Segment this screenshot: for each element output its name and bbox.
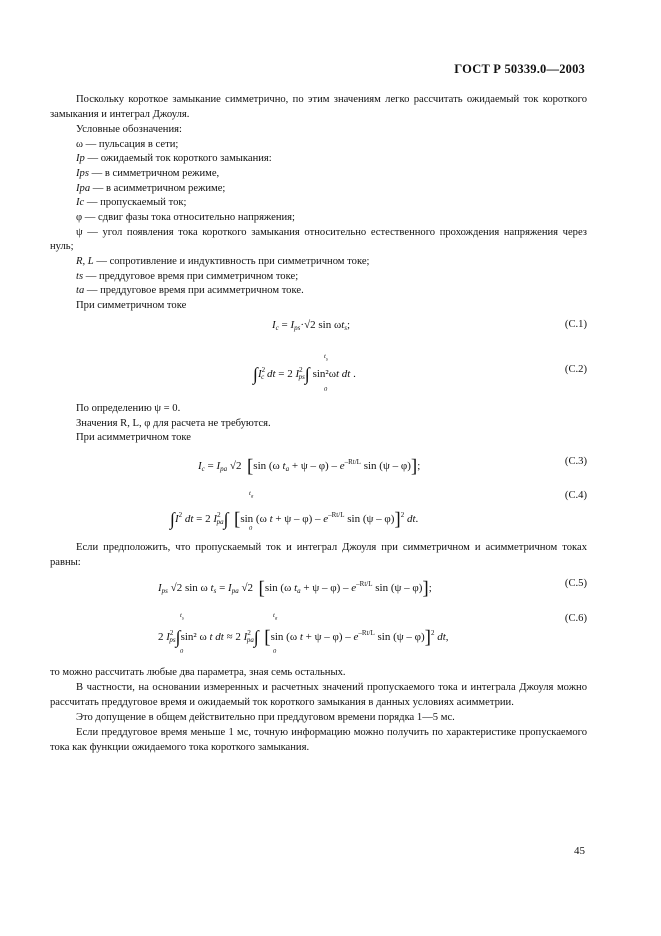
equation-c4: $\int I^2$ dt = 2 $I^2_{pa}\int$ [sin (ω $t + \psi - \varphi) - e^{-Rt/L}$ sin (ψ – φ)]$^2$ dt. [170, 509, 419, 530]
conclusion-paragraph: то можно рассчитать любые два параметра, зная семь остальных. [50, 667, 346, 678]
assume-paragraph: Если предположить, что пропускаемый ток и интеграл Джоуля при симметричном и асимметричном токах равны: [50, 542, 587, 568]
equation-c5: $I_{ps}$ √2 sin ω $t_s = I_{pa}$ √2 [sin (ω $t_a + \psi - \varphi) - e^{-Rt/L}$ sin (ψ – φ)]; [158, 578, 432, 599]
legend-item: Ip — ожидаемый ток короткого замыкания: [76, 153, 272, 165]
equation-c3: $I_c = I_{pa}$ √2 [sin (ω $t_a + \psi - \varphi) - e^{-Rt/L}$ sin (ψ – φ)]; [198, 456, 421, 477]
legend-item: ta — преддуговое время при асимметричном токе. [76, 285, 304, 297]
definition-block [50, 402, 587, 446]
document-header: ГОСТ Р 50339.0—2003 [454, 62, 585, 76]
legend-title: Условные обозначения: [76, 124, 182, 135]
equation-number: (C.1) [564, 319, 587, 330]
sym-case-label: При симметричном токе [76, 300, 187, 312]
definition-text: По определению ψ = 0. [76, 403, 181, 414]
legend-item: ω — пульсация в сети; [76, 138, 179, 150]
legend-item: Ips — в симметричном режиме, [76, 168, 220, 180]
equation-c2: $\int I^2_c$ dt = 2 $I^2_{ps}\int$ sin²ωt dt . [253, 364, 356, 384]
intro-paragraph: Поскольку короткое замыкание симметрично, по этим значениям легко рассчитать ожидаемый ток короткого замыкания и интеграл Джоуля. [50, 94, 587, 120]
equation-number: (C.6) [564, 613, 587, 624]
legend-item: ψ — угол появления тока короткого замыкания относительно естественного прохождения напряжения через нуль; [50, 226, 587, 253]
page-number: 45 [574, 845, 585, 857]
legend-item: Ipa — в асимметричном режиме; [76, 182, 226, 194]
less-than-paragraph: Если преддуговое время меньше 1 мс, точную информацию можно получить по характеристике пропускаемого тока как функции ожидаемого тока короткого замыкания. [50, 727, 587, 753]
validity-paragraph: Это допущение в общем действительно при преддуговом времени порядка 1—5 мс. [76, 712, 455, 723]
legend-item: R, L — сопротивление и индуктивность при симметричном токе; [76, 256, 370, 267]
asym-case-label: При асимметричном токе [76, 432, 191, 444]
equation-number: (C.2) [564, 364, 587, 375]
equation-c6: 2 $I^2_{ps}\int\sin^2$ ω t dt ≈ 2 $I^2_{pa}\int$ [sin (ω $t + \psi - \varphi) - e^{-Rt/L}$ sin (ψ – φ)]$^2$ dt, [158, 627, 449, 648]
legend-list [50, 123, 587, 314]
particular-paragraph: В частности, на основании измеренных и расчетных значений пропускаемого тока и интеграла Джоуля можно рассчитать преддуговое время и ожидаемый ток короткого замыкания в данных условиях асимметрии. [50, 682, 587, 708]
equation-number: (C.5) [564, 578, 587, 589]
equation-number: (C.3) [564, 456, 587, 467]
legend-item: Ic — пропускаемый ток; [76, 197, 187, 209]
legend-item: ts — преддуговое время при симметричном токе; [76, 270, 299, 282]
equation-c1: $I_c = I_{ps}\cdot√2$ $\sin \omega t_s$; [272, 319, 351, 332]
equation-number: (C.4) [564, 490, 587, 501]
not-required-text: Значения R, L, φ для расчета не требуются. [76, 417, 271, 429]
legend-item: φ — сдвиг фазы тока относительно напряжения; [76, 212, 295, 224]
